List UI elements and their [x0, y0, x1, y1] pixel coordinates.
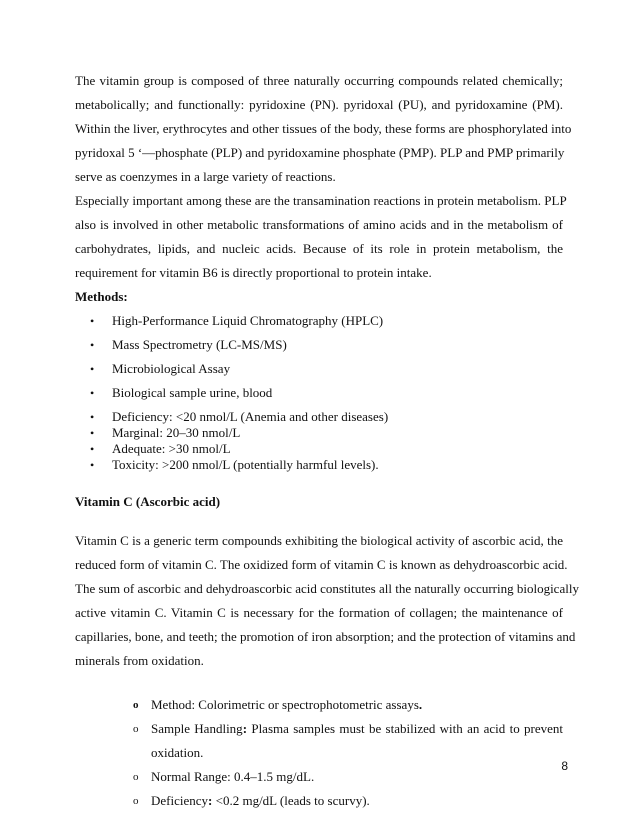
bullet-icon: • — [90, 458, 95, 472]
vitamin-c-paragraph — [75, 529, 579, 673]
list-item: • Adequate: >30 nmol/L — [90, 441, 231, 456]
text-line: requirement for vitamin B6 is directly proportional to protein intake. — [75, 265, 432, 280]
text-line: carbohydrates, lipids, and nucleic acids. Because of its role in protein metabolism, the — [75, 241, 563, 256]
text-line: serve as coenzymes in a large variety of reactions. — [75, 169, 336, 184]
list-item: • Biological sample urine, blood — [75, 381, 563, 405]
text-line: minerals from oxidation. — [75, 653, 204, 668]
list-item: o Deficiency: <0.2 mg/dL (leads to scurvy). — [75, 789, 563, 813]
list-item: • High-Performance Liquid Chromatography (HPLC) — [75, 309, 563, 333]
text-line: The vitamin group is composed of three naturally occurring compounds related chemically; — [75, 73, 563, 88]
list-item: o Method: Colorimetric or spectrophotometric assays. — [75, 693, 563, 717]
bullet-icon: • — [90, 442, 95, 456]
list-item: • Mass Spectrometry (LC-MS/MS) — [75, 333, 563, 357]
circle-bullet-icon: o — [133, 723, 139, 735]
list-item: o Sample Handling: Plasma samples must be stabilized with an acid to prevent oxidation. — [75, 717, 563, 765]
document-page — [75, 69, 579, 813]
bullet-icon: • — [90, 338, 95, 352]
list-item: • Toxicity: >200 nmol/L (potentially harmful levels). — [90, 457, 379, 472]
intro-paragraph — [75, 69, 572, 189]
methods-heading: Methods: — [75, 289, 128, 304]
text-line: active vitamin C. Vitamin C is necessary for the formation of collagen; the maintenance of — [75, 605, 563, 620]
list-item: o Normal Range: 0.4–1.5 mg/dL. — [75, 765, 563, 789]
text-line: also is involved in other metabolic transformations of amino acids and in the metabolism of — [75, 217, 563, 232]
vitamin-c-details-list — [75, 693, 563, 813]
levels-list — [75, 409, 563, 473]
circle-bullet-icon: o — [133, 699, 139, 711]
bullet-icon: • — [90, 362, 95, 376]
list-item: • Deficiency: <20 nmol/L (Anemia and other diseases) — [90, 409, 389, 424]
circle-bullet-icon: o — [133, 771, 139, 783]
vitamin-c-heading: Vitamin C (Ascorbic acid) — [75, 494, 221, 509]
text-line: The sum of ascorbic and dehydroascorbic acid constitutes all the naturally occurring biologically — [75, 581, 579, 596]
bullet-icon: • — [90, 314, 95, 328]
methods-list — [75, 309, 563, 405]
text-line: metabolically; and functionally: pyridoxine (PN). pyridoxal (PU), and pyridoxamine (PM). — [75, 97, 563, 112]
text-line: Within the liver, erythrocytes and other tissues of the body, these forms are phosphorylated into — [75, 121, 572, 136]
bullet-icon: • — [90, 410, 95, 424]
page-number: 8 — [561, 759, 568, 773]
text-line: pyridoxal 5 ‘—phosphate (PLP) and pyridoxamine phosphate (PMP). PLP and PMP primarily — [75, 145, 565, 160]
text-line: Especially important among these are the transamination reactions in protein metabolism. PLP — [75, 193, 567, 208]
bullet-icon: • — [90, 386, 95, 400]
text-line: Vitamin C is a generic term compounds exhibiting the biological activity of ascorbic acid, the — [75, 533, 563, 548]
list-item: • Microbiological Assay — [75, 357, 563, 381]
bullet-icon: • — [90, 426, 95, 440]
transamination-paragraph — [75, 189, 567, 285]
text-line: capillaries, bone, and teeth; the promotion of iron absorption; and the protection of vitamins and — [75, 629, 576, 644]
circle-bullet-icon: o — [133, 795, 139, 807]
text-line: reduced form of vitamin C. The oxidized form of vitamin C is known as dehydroascorbic acid. — [75, 557, 568, 572]
list-item: • Marginal: 20–30 nmol/L — [90, 425, 241, 440]
